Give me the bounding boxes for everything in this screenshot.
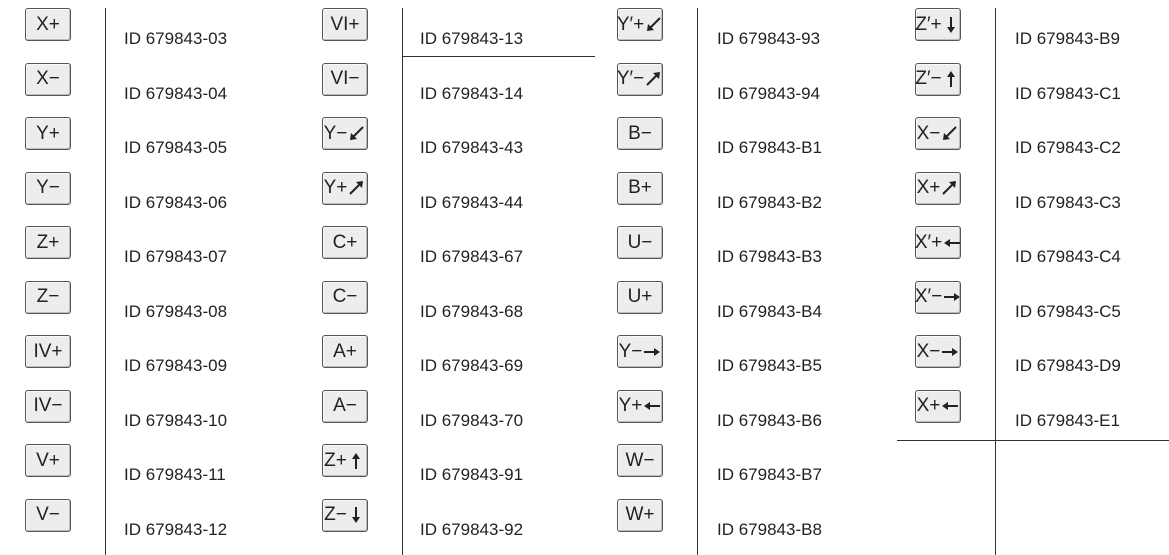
key-label: Y′+: [616, 13, 645, 35]
key-label: Z′+: [915, 13, 942, 35]
key-label: A+: [333, 340, 357, 362]
key-label: X+: [916, 395, 941, 416]
arrow-up-right-icon: [941, 179, 959, 197]
id-number: ID 679843-70: [420, 410, 524, 430]
key-label: VI−: [330, 68, 360, 89]
arrow-up-icon: [943, 70, 961, 88]
key-label: Z−: [36, 286, 60, 307]
key-button[interactable]: [915, 335, 961, 368]
key-button[interactable]: [915, 390, 961, 423]
key-label: W+: [625, 504, 655, 525]
row-divider: [897, 440, 1169, 441]
id-number: ID 679843-91: [420, 465, 524, 484]
key-button[interactable]: [915, 117, 961, 150]
key-label: Z−: [324, 504, 347, 525]
arrow-left-icon: [941, 397, 959, 415]
id-number: ID 679843-06: [124, 192, 228, 212]
id-number: ID 679843-05: [124, 138, 228, 157]
id-number: ID 679843-10: [124, 410, 228, 430]
key-row: [0, 384, 1169, 438]
key-row: [0, 438, 1169, 492]
arrow-right-icon: [943, 288, 961, 306]
id-number: ID 679843-03: [124, 29, 228, 48]
id-number: ID 679843-93: [717, 29, 821, 48]
key-label: V−: [36, 504, 60, 525]
key-label: Z+: [324, 449, 347, 471]
id-number: ID 679843-D9: [1015, 356, 1121, 375]
id-number: ID 679843-B9: [1015, 29, 1120, 48]
id-number: ID 679843-B6: [717, 410, 822, 430]
key-row: [0, 275, 1169, 329]
id-number: ID 679843-B2: [717, 192, 822, 212]
id-number: ID 679843-11: [124, 465, 226, 484]
key-button[interactable]: [617, 444, 663, 477]
key-row: [0, 166, 1169, 220]
key-label: VI+: [330, 13, 360, 35]
key-label: X′−: [914, 286, 943, 307]
id-number: ID 679843-C4: [1015, 247, 1121, 266]
id-number: ID 679843-13: [420, 29, 524, 48]
key-label: A−: [333, 395, 357, 416]
id-number: ID 679843-92: [420, 519, 524, 539]
id-number: ID 679843-08: [124, 301, 228, 321]
key-label: Y+: [323, 177, 348, 198]
id-number: ID 679843-E1: [1015, 410, 1120, 430]
id-number: ID 679843-68: [420, 301, 524, 321]
key-row: [0, 220, 1169, 274]
key-button[interactable]: [915, 226, 961, 259]
id-number: ID 679843-67: [420, 247, 524, 266]
key-button[interactable]: [915, 8, 961, 41]
id-number: ID 679843-C1: [1015, 83, 1121, 103]
id-number: ID 679843-B8: [717, 519, 822, 539]
key-label: W−: [625, 449, 655, 471]
id-number: ID 679843-09: [124, 356, 228, 375]
key-button[interactable]: [617, 499, 663, 532]
key-label: IV−: [33, 395, 63, 416]
id-number: ID 679843-C5: [1015, 301, 1121, 321]
key-button[interactable]: [915, 281, 961, 314]
key-label: X−: [916, 340, 941, 362]
arrow-right-icon: [941, 343, 959, 361]
key-label: X−: [36, 68, 60, 89]
key-label: Y−: [36, 177, 60, 198]
key-label: Y+: [618, 395, 643, 416]
key-row: [0, 329, 1169, 383]
id-number: ID 679843-B4: [717, 301, 822, 321]
key-label: V+: [36, 449, 60, 471]
key-button[interactable]: [915, 172, 961, 205]
id-number: ID 679843-69: [420, 356, 524, 375]
id-number: ID 679843-94: [717, 83, 821, 103]
key-label: U+: [627, 286, 653, 307]
id-number: ID 679843-44: [420, 192, 524, 212]
id-number: ID 679843-B3: [717, 247, 822, 266]
arrow-down-left-icon: [941, 125, 959, 143]
key-label: C−: [332, 286, 358, 307]
key-label: Y′−: [616, 68, 645, 89]
key-row: [0, 57, 1169, 111]
id-number: ID 679843-B5: [717, 356, 822, 375]
id-number: ID 679843-B1: [717, 138, 822, 157]
id-number: ID 679843-C3: [1015, 192, 1121, 212]
key-label: X−: [916, 122, 941, 144]
arrow-down-icon: [943, 16, 961, 34]
key-row: [0, 493, 1169, 547]
key-row: [0, 2, 1169, 56]
key-label: B+: [628, 177, 652, 198]
key-label: X+: [36, 13, 60, 35]
key-label: Z′−: [915, 68, 942, 89]
key-label: X′+: [914, 231, 943, 253]
key-label: C+: [332, 231, 358, 253]
id-number: ID 679843-14: [420, 83, 524, 103]
key-label: Y+: [36, 122, 60, 144]
arrow-left-icon: [943, 234, 961, 252]
id-number: ID 679843-43: [420, 138, 524, 157]
key-label: IV+: [33, 340, 63, 362]
key-label: Z+: [36, 231, 60, 253]
key-button[interactable]: [915, 63, 961, 96]
id-number: ID 679843-12: [124, 519, 228, 539]
key-label: Y−: [323, 122, 348, 144]
key-row: [0, 111, 1169, 165]
id-number: ID 679843-C2: [1015, 138, 1121, 157]
key-label: Y−: [618, 340, 643, 362]
key-label: X+: [916, 177, 941, 198]
id-number: ID 679843-04: [124, 83, 228, 103]
id-number: ID 679843-B7: [717, 465, 822, 484]
key-label: B−: [628, 122, 652, 144]
key-label: U−: [627, 231, 653, 253]
id-number: ID 679843-07: [124, 247, 228, 266]
